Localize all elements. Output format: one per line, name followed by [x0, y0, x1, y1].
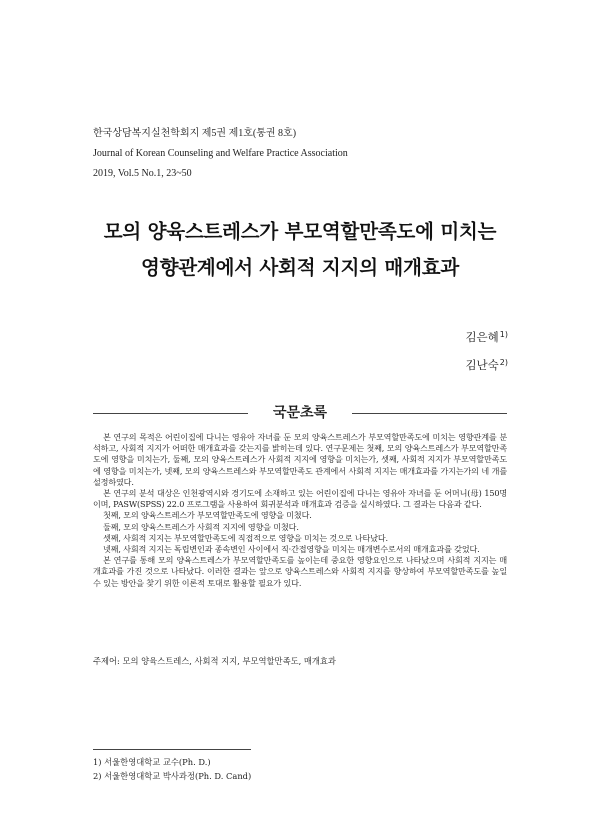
abstract-heading-label: 국문초록 [272, 405, 328, 421]
journal-name-english: Journal of Korean Counseling and Welfare Practice Association [93, 148, 348, 159]
abstract-body [93, 432, 507, 589]
footnote-2: 2) 서울한영대학교 박사과정(Ph. D. Cand) [93, 771, 252, 781]
author-2 [465, 350, 508, 378]
abstract-heading [93, 401, 507, 425]
abstract-result-2: 둘째, 모의 양육스트레스가 사회적 지지에 영향을 미쳤다. [103, 521, 299, 532]
footnote-divider [93, 749, 251, 750]
heading-rule-right [352, 413, 507, 414]
abstract-result-1: 첫째, 모의 양육스트레스가 부모역할만족도에 영향을 미쳤다. [103, 510, 312, 521]
paper-title [60, 214, 540, 286]
author-name: 김난숙 [465, 358, 499, 372]
paper-title-line-2: 영향관계에서 사회적 지지의 매개효과 [141, 256, 459, 279]
paper-title-line-1: 모의 양육스트레스가 부모역할만족도에 미치는 [103, 220, 497, 243]
journal-year-volume: 2019, Vol.5 No.1, 23~50 [93, 168, 192, 179]
footnote-1: 1) 서울한영대학교 교수(Ph. D.) [93, 757, 211, 767]
author-1 [465, 322, 508, 350]
keywords: 주제어: 모의 양육스트레스, 사회적 지지, 부모역할만족도, 매개효과 [93, 656, 336, 666]
footnote-marker[interactable]: 1) [499, 330, 508, 339]
footnote-marker[interactable]: 2) [499, 358, 508, 367]
abstract-result-4: 넷째, 사회적 지지는 독립변인과 종속변인 사이에서 직·간접영향을 미치는 매개변수로서의 매개효과를 갖었다. [103, 544, 480, 555]
author-list [465, 322, 508, 378]
footnotes [93, 755, 393, 783]
abstract-paragraph-conclusion: 본 연구를 통해 모의 양육스트레스가 부모역할만족도를 높이는데 중요한 영향요인으로 나타났으며 사회적 지지는 매개효과를 가진 것으로 나타났다. 이러한 결과는 앞으로 양육스트레스와 사회적 지지를 향상하여 부모역할만족도를 높일 수 있는 방안을 찾기 위한 이론적 토대로 활용할 필요가 있다. [93, 555, 507, 588]
author-name: 김은혜 [465, 330, 499, 344]
journal-info [93, 124, 533, 184]
abstract-paragraph-purpose: 본 연구의 목적은 어린이집에 다니는 영유아 자녀를 둔 모의 양육스트레스가 부모역할만족도에 미치는 영향관계를 분석하고, 사회적 지지가 어떠한 매개효과를 갖는지를 밝히는데 있다. 연구문제는 첫째, 모의 양육스트레스가 부모역할만족도에 영향을 미치는가, 둘째, 모의 양육스트레스가 사회적 지지에 영향을 미치는가, 셋째, 사회적 지지가 부모역할만족도에 영향을 미치는가, 넷째, 모의 양육스트레스와 부모역할만족도 관계에서 사회적 지지는 매개효과를 가지는가의 네 개를 설정하였다. [93, 432, 507, 487]
abstract-paragraph-method: 본 연구의 분석 대상은 인천광역시와 경기도에 소재하고 있는 어린이집에 다니는 영유아 자녀를 둔 어머니(母) 150명이며, PASW(SPSS) 22.0 프로그램을 사용하여 회귀분석과 매개효과 검증을 실시하였다. 그 결과는 다음과 같다. [93, 488, 507, 510]
abstract-result-3: 셋째, 사회적 지지는 부모역할만족도에 직접적으로 영향을 미치는 것으로 나타났다. [103, 532, 388, 543]
journal-volume-korean: 한국상담복지실천학회지 제5권 제1호(통권 8호) [93, 128, 297, 139]
